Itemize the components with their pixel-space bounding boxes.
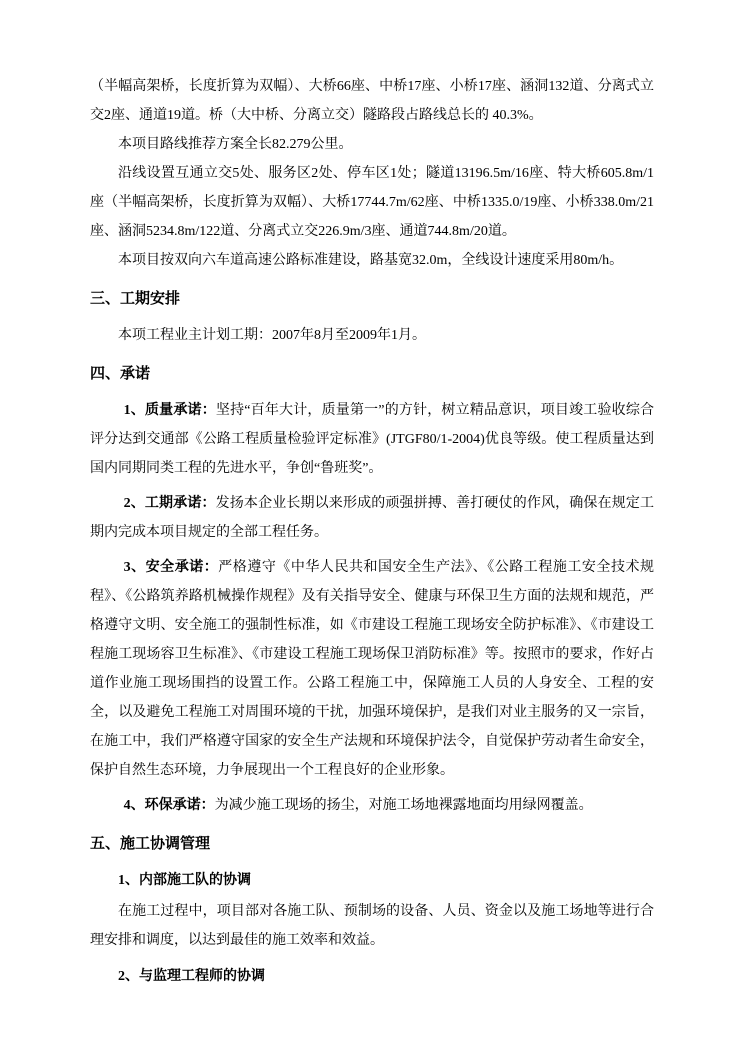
- section-heading: 三、工期安排: [90, 291, 181, 307]
- promise-paragraph: 1、质量承诺：坚持“百年大计，质量第一”的方针，树立精品意识，项目竣工验收综合评分达到交通部《公路工程质量检验评定标准》(JTGF80/1-2004)优良等级。使工程质量达到国内同期同类工程的先进水平，争创“鲁班奖”。: [90, 403, 655, 476]
- body-paragraph: （半幅高架桥，长度折算为双幅）、大桥66座、中桥17座、小桥17座、涵洞132道、分离式立交2座、通道19道。桥（大中桥、分离立交）隧路段占路线总长的 40.3%。: [90, 79, 654, 123]
- promise-lead: 1、质量承诺：: [123, 403, 216, 418]
- promise-paragraph: 2、工期承诺：发扬本企业长期以来形成的顽强拼搏、善打硬仗的作风，确保在规定工期内完成本项目规定的全部工程任务。: [90, 496, 655, 540]
- promise-paragraph: 4、环保承诺：为减少施工现场的扬尘，对施工场地裸露地面均用绿网覆盖。: [123, 798, 593, 813]
- body-paragraph: 本项目按双向六车道高速公路标准建设，路基宽32.0m，全线设计速度采用80m/h。: [118, 253, 624, 268]
- body-paragraph: 在施工过程中，项目部对各施工队、预制场的设备、人员、资金以及施工场地等进行合理安排和调度，以达到最佳的施工效率和效益。: [90, 904, 654, 948]
- section-heading: 五、施工协调管理: [90, 836, 211, 852]
- sub-heading: 1、内部施工队的协调: [118, 873, 251, 888]
- promise-lead: 2、工期承诺：: [123, 496, 216, 511]
- sub-heading: 2、与监理工程师的协调: [118, 969, 265, 984]
- body-paragraph: 本项工程业主计划工期：2007年8月至2009年1月。: [118, 328, 426, 343]
- body-paragraph: 本项目路线推荐方案全长82.279公里。: [118, 137, 353, 152]
- body-paragraph: 沿线设置互通立交5处、服务区2处、停车区1处；隧道13196.5m/16座、特大桥605.8m/1座（半幅高架桥，长度折算为双幅）、大桥17744.7m/62座、中桥1335.0/19座、小桥338.0m/21座、涵洞5234.8m/122道、分离式立交226.9m/3座、通道744.8m/20道。: [90, 166, 654, 239]
- section-heading: 四、承诺: [90, 366, 151, 382]
- promise-lead: 3、安全承诺：: [123, 560, 219, 575]
- promise-paragraph: 3、安全承诺：严格遵守《中华人民共和国安全生产法》、《公路工程施工安全技术规程》、《公路筑养路机械操作规程》及有关指导安全、健康与环保卫生方面的法规和规范，严格遵守文明、安全施工的强制性标准，如《市建设工程施工现场安全防护标准》、《市建设工程施工现场容卫生标准》、《市建设工程施工现场保卫消防标准》等。按照市的要求，作好占道作业施工现场围挡的设置工作。公路工程施工中，保障施工人员的人身安全、工程的安全，以及避免工程施工对周围环境的干扰，加强环境保护，是我们对业主服务的又一宗旨，在施工中，我们严格遵守国家的安全生产法规和环境保护法令，自觉保护劳动者生命安全，保护自然生态环境，力争展现出一个工程良好的企业形象。: [90, 560, 654, 778]
- promise-lead: 4、环保承诺：: [123, 798, 215, 813]
